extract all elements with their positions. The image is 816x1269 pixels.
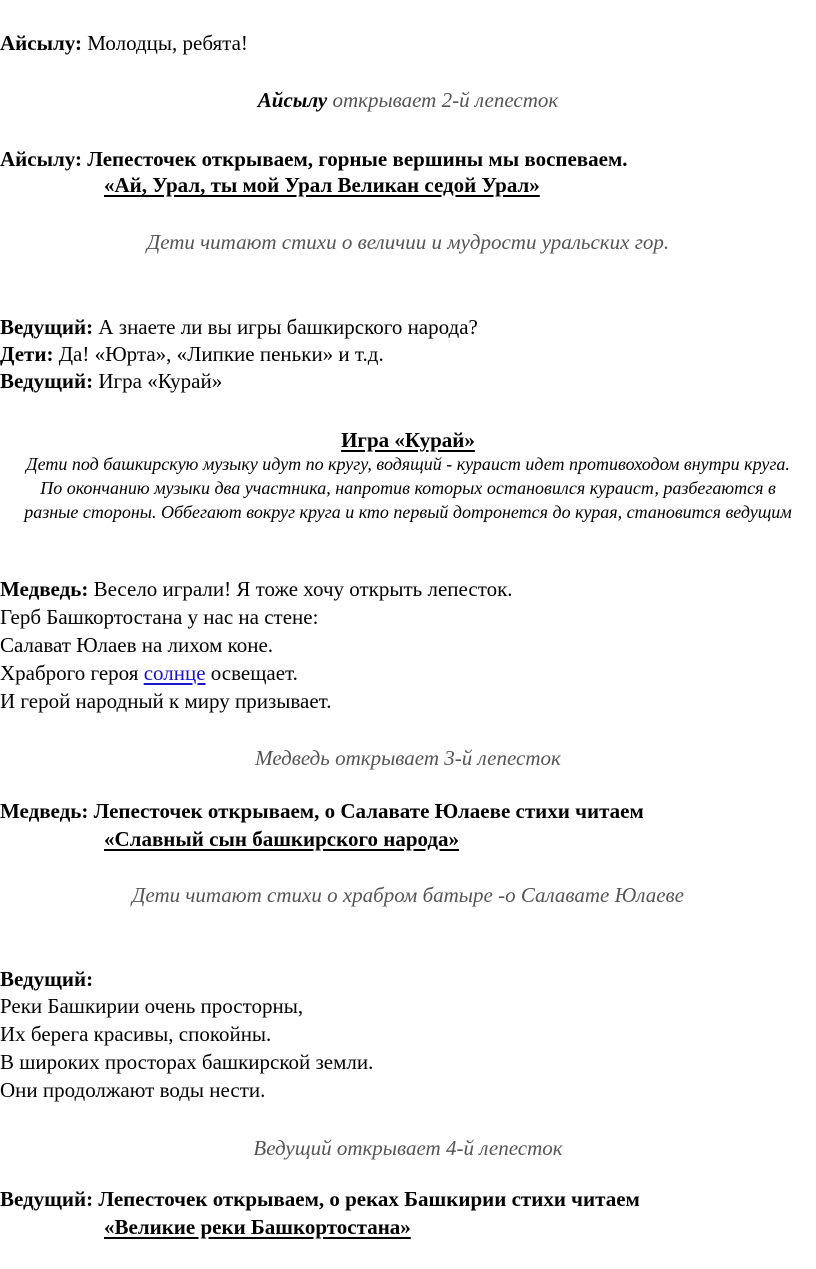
line-text: Игра «Курай» [98,369,223,393]
petal-text: Лепесточек открываем, о Салавате Юлаеве стихи читаем [93,799,644,823]
line-host-question [0,314,478,340]
line-host-petal [0,1186,640,1212]
poem-title-rivers: «Великие реки Башкортостана» [104,1215,411,1239]
speaker-label: Дети: [0,342,54,366]
poem-line-with-link [0,660,298,686]
poem-line: В широких просторах башкирской земли. [0,1050,374,1074]
speaker-label: Ведущий: [0,369,94,393]
poem-title-salavat: «Славный сын башкирского народа» [104,827,460,851]
actor-name: Айсылу [257,88,328,112]
line-aisylu-petal [0,146,628,172]
line-text: Молодцы, ребята! [87,31,248,55]
line-host-game [0,368,222,394]
stage-direction-petal-4: Ведущий открывает 4-й лепесток [253,1136,563,1160]
line-bear-intro [0,576,513,602]
poem-line: Их берега красивы, спокойны. [0,1022,272,1046]
poem-title-ural: «Ай, Урал, ты мой Урал Великан седой Урал» [104,173,540,197]
poem-line: И герой народный к миру призывает. [0,689,332,713]
poem-line: Салават Юлаев на лихом коне. [0,633,274,657]
poem-line: Реки Башкирии очень просторны, [0,994,304,1018]
stage-direction-children-ural: Дети читают стихи о величии и мудрости уральских гор. [146,230,670,254]
line-text: Весело играли! Я тоже хочу открыть лепесток. [93,577,513,601]
speaker-label: Ведущий: [0,1187,94,1211]
speaker-label: Ведущий: [0,315,94,339]
action-text: открывает 2-й лепесток [332,88,559,112]
poem-line: Они продолжают воды нести. [0,1078,266,1102]
stage-direction-petal-3: Медведь открывает 3-й лепесток [255,746,561,770]
speaker-label: Айсылу: [0,147,82,171]
line-text: Храброго героя [0,661,139,685]
game-description: Дети под башкирскую музыку идут по кругу, водящий - кураист идет противоходом внутри круга. По окончанию музыки два участника, напротив которых остановился кураист, разбегаются в разные стороны. Оббегают вокруг круга и кто первый дотронется до курая, становится ведущим [24,454,792,522]
speaker-label: Медведь: [0,799,89,823]
line-text: А знаете ли вы игры башкирского народа? [98,315,478,339]
line-kids-answer [0,341,384,367]
petal-text: Лепесточек открываем, горные вершины мы воспеваем. [87,147,628,171]
petal-text: Лепесточек открываем, о реках Башкирии стихи читаем [98,1187,640,1211]
speaker-label: Медведь: [0,577,89,601]
stage-direction-petal-2 [0,87,816,113]
speaker-label: Айсылу: [0,31,82,55]
game-title: Игра «Курай» [341,428,475,452]
line-bear-petal [0,798,644,824]
sun-link[interactable]: солнце [143,661,206,685]
poem-line: Герб Башкортостана у нас на стене: [0,605,319,629]
speaker-label-host: Ведущий: [0,967,94,991]
line-text: освещает. [210,661,298,685]
line-text: Да! «Юрта», «Липкие пеньки» и т.д. [58,342,384,366]
line-aisylu-praise [0,30,248,56]
stage-direction-children-salavat: Дети читают стихи о храбром батыре -о Салавате Юлаеве [132,883,684,907]
